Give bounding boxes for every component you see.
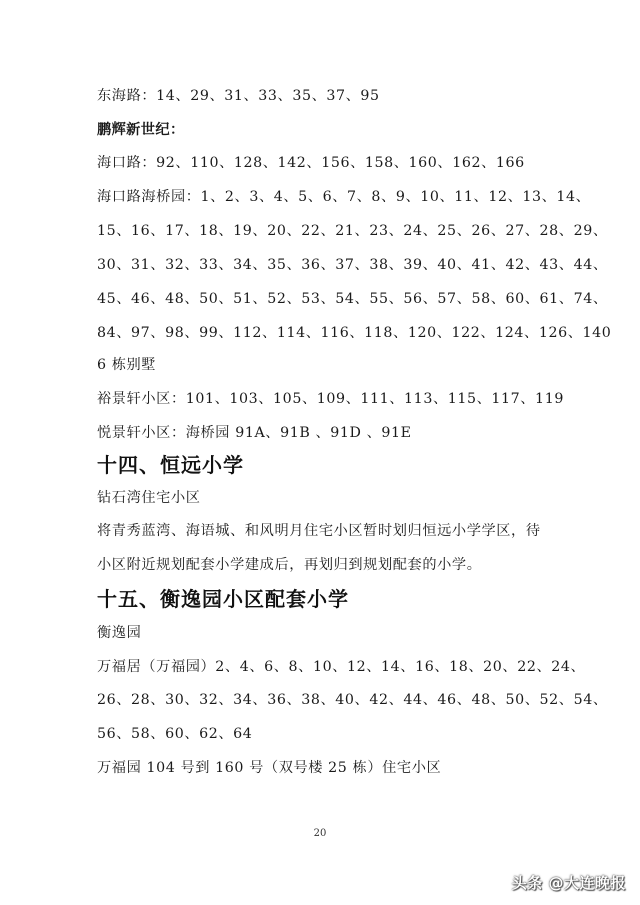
text-line-haiqiaoyuan-5: 84、97、98、99、112、114、116、118、120、122、124、126、140 <box>97 325 612 341</box>
text-line-donghai-road: 东海路：14、29、31、33、35、37、95 <box>97 88 380 104</box>
section-heading-hengyiyuan-school: 十五、衡逸园小区配套小学 <box>97 587 349 611</box>
text-line-haiqiaoyuan-3: 30、31、32、33、34、35、36、37、38、39、40、41、42、43、44、 <box>97 257 608 273</box>
watermark: 头条 @大连晚报 <box>511 874 626 892</box>
text-line-zuanshiwan: 钻石湾住宅小区 <box>97 490 201 506</box>
text-line-yujingxuan: 裕景轩小区：101、103、105、109、111、113、115、117、119 <box>97 391 564 407</box>
text-line-villas: 6 栋别墅 <box>97 357 157 373</box>
text-line-haikou-road: 海口路：92、110、128、142、156、158、160、162、166 <box>97 155 525 171</box>
text-line-wanfuju-3: 56、58、60、62、64 <box>97 726 253 742</box>
text-line-wanfuju-1: 万福居（万福园）2、4、6、8、10、12、14、16、18、20、22、24、 <box>97 659 586 675</box>
text-line-wanfuju-2: 26、28、30、32、34、36、38、40、42、44、46、48、50、52、54、 <box>97 692 608 708</box>
text-line-hengyiyuan: 衡逸园 <box>97 625 142 641</box>
text-line-haiqiaoyuan-1: 海口路海桥园：1、2、3、4、5、6、7、8、9、10、11、12、13、14、 <box>97 189 591 205</box>
section-heading-hengyuan-school: 十四、恒远小学 <box>97 453 244 477</box>
page-number: 20 <box>313 828 327 839</box>
text-line-wanfuyuan: 万福园 104 号到 160 号（双号楼 25 栋）住宅小区 <box>97 760 442 776</box>
text-line-yuejingxuan: 悦景轩小区：海桥园 91A、91B 、91D 、91E <box>97 425 412 441</box>
text-line-assignment-2: 小区附近规划配套小学建成后，再划归到规划配套的小学。 <box>97 557 482 573</box>
subheading-penghui-xinshiji: 鹏辉新世纪： <box>97 122 185 138</box>
text-line-haiqiaoyuan-4: 45、46、48、50、51、52、53、54、55、56、57、58、60、61、74、 <box>97 291 608 307</box>
text-line-haiqiaoyuan-2: 15、16、17、18、19、20、22、21、23、24、25、26、27、28、29、 <box>97 223 608 239</box>
text-line-assignment-1: 将青秀蓝湾、海语城、和风明月住宅小区暂时划归恒远小学学区，待 <box>97 523 541 539</box>
